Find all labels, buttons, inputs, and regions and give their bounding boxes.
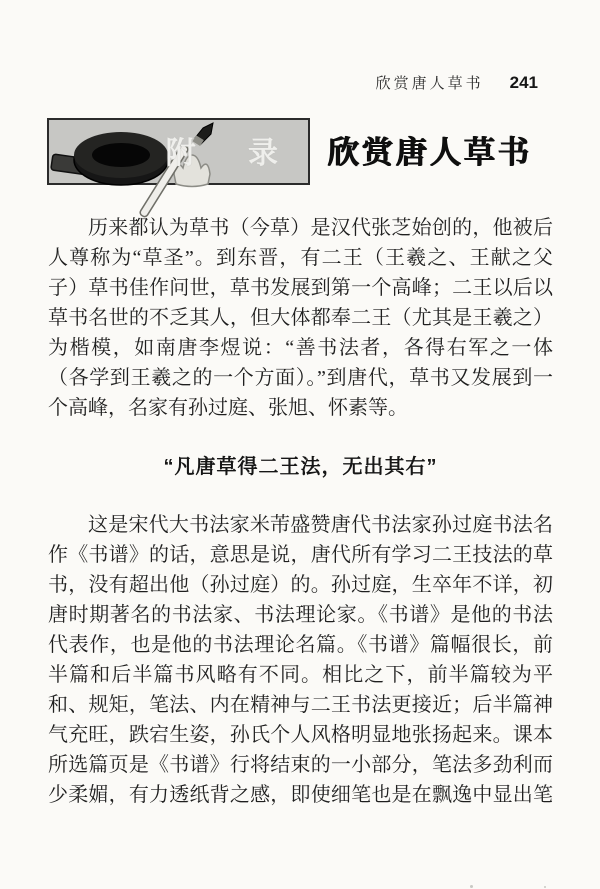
paragraph-2-line: 少柔媚，有力透纸背之感，即使细笔也是在飘逸中显出笔 xyxy=(48,784,553,806)
paragraph-2-line: 这是宋代大书法家米芾盛赞唐代书法家孙过庭书法名 xyxy=(88,514,553,536)
paragraph-2-line: 半篇和后半篇书风略有不同。相比之下，前半篇较为平 xyxy=(48,664,553,686)
inkstone-icon xyxy=(51,132,168,185)
paragraph-1 xyxy=(48,213,553,423)
paragraph-1-line: 历来都认为草书（今草）是汉代张芝始创的，他被后 xyxy=(88,217,553,239)
paragraph-2-line: 书，没有超出他（孙过庭）的。孙过庭，生卒年不详，初 xyxy=(48,574,553,596)
paragraph-1-line: 草书名世的不乏其人，但大体都奉二王（尤其是王羲之） xyxy=(48,307,553,329)
appendix-banner xyxy=(47,118,310,185)
paragraph-1-line: 子）草书佳作问世，草书发展到第一个高峰；二王以后以 xyxy=(48,277,553,299)
paragraph-1-line: 人尊称为“草圣”。到东晋，有二王（王羲之、王献之父 xyxy=(48,247,553,269)
banner-label: 附 录 xyxy=(165,136,300,170)
paragraph-2-line: 所选篇页是《书谱》行将结束的一小部分，笔法多劲利而 xyxy=(48,754,553,776)
running-header xyxy=(376,72,538,93)
paragraph-2-line: 和、规矩，笔法、内在精神与二王书法更接近；后半篇神 xyxy=(48,694,553,716)
paragraph-2-line: 代表作，也是他的书法理论名篇。《书谱》篇幅很长，前 xyxy=(48,634,553,656)
section-title: 欣赏唐人草书 xyxy=(328,135,532,170)
scan-speck xyxy=(470,885,473,888)
paragraph-1-line: 为楷模，如南唐李煜说：“善书法者，各得右军之一体 xyxy=(48,337,553,359)
paragraph-2 xyxy=(48,510,553,810)
paragraph-2-line: 唐时期著名的书法家、书法理论家。《书谱》是他的书法 xyxy=(48,604,553,626)
paragraph-2-line: 作《书谱》的话，意思是说，唐代所有学习二王技法的草 xyxy=(48,544,553,566)
paragraph-1-line: 个高峰，名家有孙过庭、张旭、怀素等。 xyxy=(48,397,408,419)
paragraph-2-line: 气充旺，跌宕生姿，孙氏个人风格明显地张扬起来。课本 xyxy=(48,724,553,746)
quote-subheading: “凡唐草得二王法，无出其右” xyxy=(163,456,438,478)
running-header-title: 欣赏唐人草书 xyxy=(375,76,484,92)
body-text xyxy=(48,213,553,810)
scan-speck xyxy=(544,886,546,888)
paragraph-1-line: （各学到王羲之的一个方面）。”到唐代，草书又发展到一 xyxy=(48,367,553,389)
page-number: 241 xyxy=(509,73,538,92)
